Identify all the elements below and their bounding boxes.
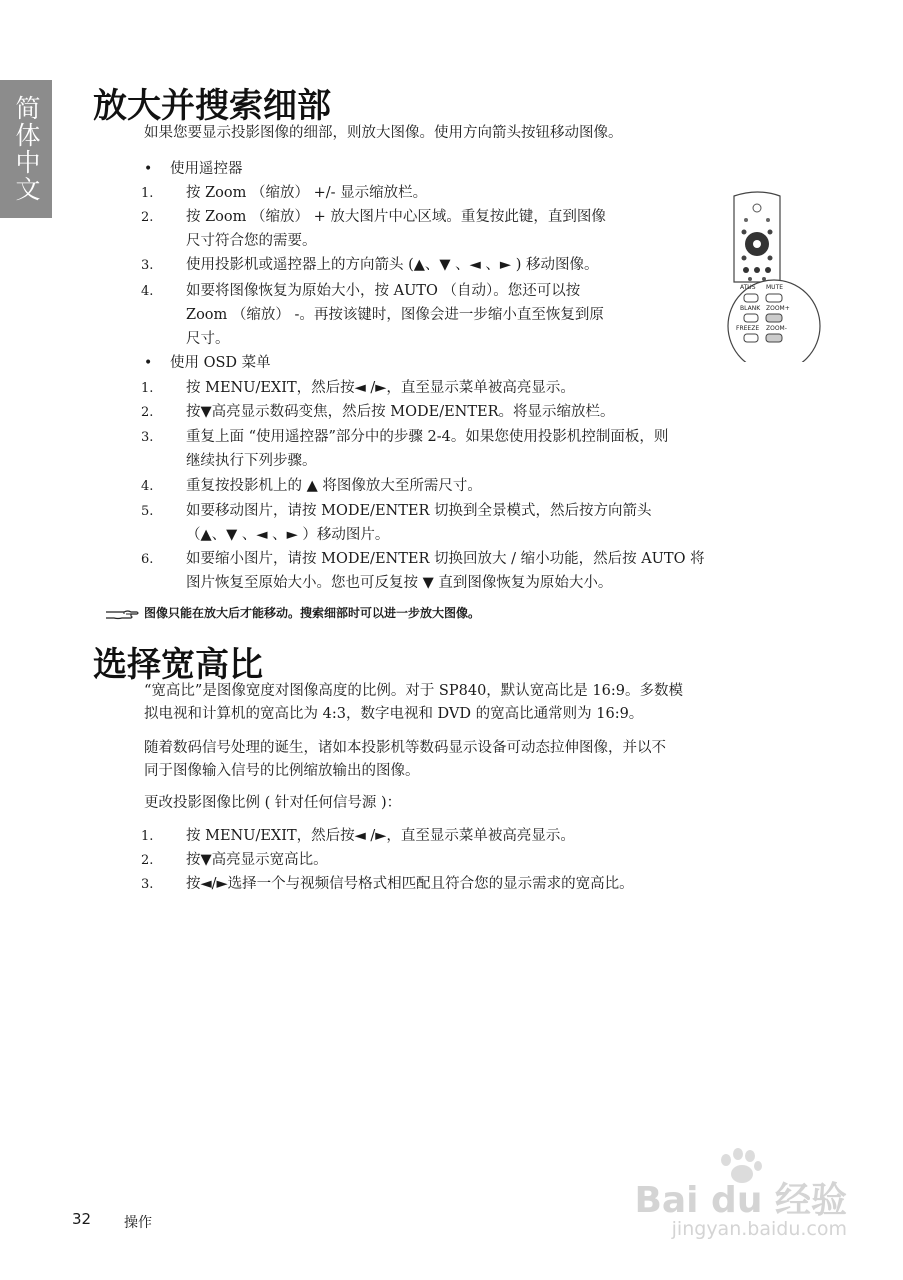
step-text: 重复上面 “使用遥控器”部分中的步骤 2-4。如果您使用投影机控制面板，则 — [186, 429, 669, 445]
step-text: 按▼高亮显示宽高比。 — [186, 852, 328, 868]
step-number: 6. — [141, 552, 154, 567]
step-number: 2. — [141, 853, 154, 868]
step-number: 2. — [141, 405, 154, 420]
remote-label-zoom-plus: ZOOM+ — [766, 305, 790, 312]
note-text: 图像只能在放大后才能移动。搜索细部时可以进一步放大图像。 — [144, 606, 481, 620]
bullet-osd-label: 使用 OSD 菜单 — [170, 355, 271, 371]
step-number: 4. — [141, 479, 154, 494]
aspect-paragraph-1: 拟电视和计算机的宽高比为 4:3，数字电视和 DVD 的宽高比通常则为 16:9。 — [144, 706, 644, 722]
remote-label-mute: MUTE — [766, 284, 784, 291]
aspect-paragraph-2: 同于图像输入信号的比例缩放输出的图像。 — [144, 763, 420, 779]
step-number: 3. — [141, 258, 154, 273]
language-side-tab: 简体中文 — [0, 80, 52, 218]
step-text: 如要将图像恢复为原始大小，按 AUTO （自动）。您还可以按 — [186, 283, 581, 299]
step-text: 按 MENU/EXIT，然后按◄ /►，直至显示菜单被高亮显示。 — [186, 828, 575, 844]
step-number: 2. — [141, 210, 154, 225]
step-number: 3. — [141, 430, 154, 445]
step-text: 使用投影机或遥控器上的方向箭头 (▲、▼ 、◄ 、► ) 移动图像。 — [186, 257, 599, 273]
bullet-dot: • — [144, 161, 153, 177]
page-number: 32 — [72, 1210, 92, 1228]
footer-section-label: 操作 — [124, 1215, 152, 1231]
step-number: 3. — [141, 877, 154, 892]
note-hand-icon — [104, 606, 140, 622]
step-number: 1. — [141, 829, 154, 844]
section-title-aspect: 选择宽高比 — [93, 645, 263, 685]
step-number: 1. — [141, 186, 154, 201]
aspect-paragraph-2: 随着数码信号处理的诞生，诸如本投影机等数码显示设备可动态拉伸图像，并以不 — [144, 740, 666, 756]
bullet-remote-label: 使用遥控器 — [170, 161, 243, 177]
step-text: 按▼高亮显示数码变焦，然后按 MODE/ENTER。将显示缩放栏。 — [186, 404, 615, 420]
remote-label-freeze: FREEZE — [736, 325, 760, 332]
remote-control-illustration — [722, 186, 822, 362]
step-text: 按◄/►选择一个与视频信号格式相匹配且符合您的显示需求的宽高比。 — [186, 876, 634, 892]
watermark-url: jingyan.baidu.com — [671, 1218, 847, 1240]
step-text: 重复按投影机上的 ▲ 将图像放大至所需尺寸。 — [186, 478, 482, 494]
step-text: 如要缩小图片，请按 MODE/ENTER 切换回放大 / 缩小功能，然后按 AUTO 将 — [186, 551, 705, 567]
remote-label-status: ATUS — [740, 284, 756, 291]
step-number: 1. — [141, 381, 154, 396]
zoom-intro: 如果您要显示投影图像的细部，则放大图像。使用方向箭头按钮移动图像。 — [144, 125, 623, 141]
watermark-brand: Bai du 经验 — [634, 1180, 847, 1221]
remote-label-blank: BLANK — [740, 305, 761, 312]
step-text: 按 Zoom （缩放） + 放大图片中心区域。重复按此键，直到图像 — [186, 209, 606, 225]
step-text: 按 Zoom （缩放） +/- 显示缩放栏。 — [186, 185, 428, 201]
remote-label-zoom-minus: ZOOM- — [766, 325, 787, 332]
step-text: 图片恢复至原始大小。您也可反复按 ▼ 直到图像恢复为原始大小。 — [186, 575, 613, 591]
step-text: Zoom （缩放） -。再按该键时，图像会进一步缩小直至恢复到原 — [186, 307, 604, 323]
bullet-dot: • — [144, 355, 153, 371]
step-text: 如要移动图片，请按 MODE/ENTER 切换到全景模式，然后按方向箭头 — [186, 503, 652, 519]
section-title-zoom: 放大并搜索细部 — [93, 86, 331, 126]
step-text: （▲、▼ 、◄ 、► ）移动图片。 — [186, 527, 390, 543]
step-text: 按 MENU/EXIT，然后按◄ /►，直至显示菜单被高亮显示。 — [186, 380, 575, 396]
aspect-paragraph-1: “宽高比”是图像宽度对图像高度的比例。对于 SP840，默认宽高比是 16:9。多数模 — [144, 683, 683, 699]
step-number: 5. — [141, 504, 154, 519]
step-number: 4. — [141, 284, 154, 299]
step-text: 尺寸符合您的需要。 — [186, 233, 317, 249]
step-text: 尺寸。 — [186, 331, 230, 347]
step-text: 继续执行下列步骤。 — [186, 453, 317, 469]
aspect-paragraph-3: 更改投影图像比例 ( 针对任何信号源 )： — [144, 795, 402, 811]
